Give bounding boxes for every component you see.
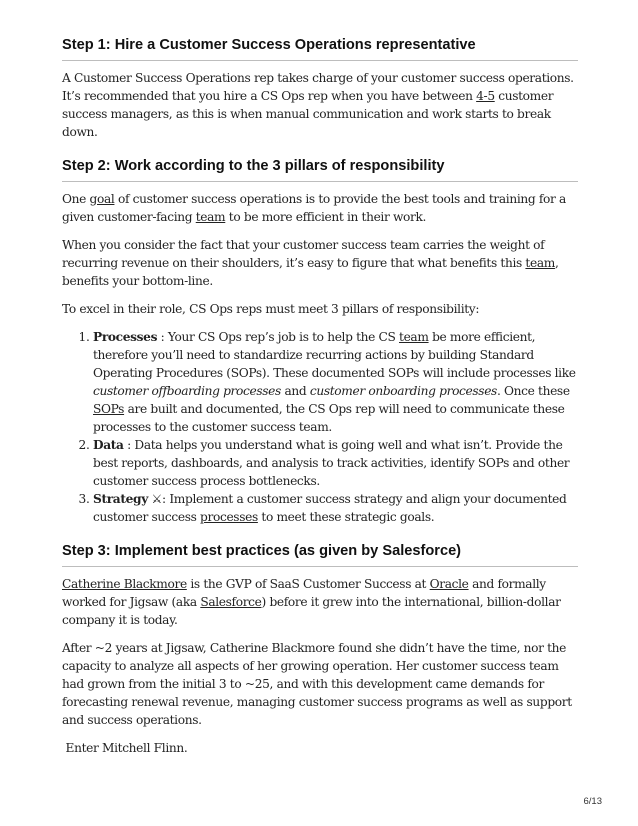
step1-heading: Step 1: Hire a Customer Success Operations representative xyxy=(62,36,578,61)
text: and xyxy=(280,384,310,398)
text: When you consider the fact that your customer success team carries the weight of recurring revenue on their shoulders, it’s easy to figure that what benefits this xyxy=(62,238,545,270)
text: ⚔: Implement a customer success strategy and align your documented customer success xyxy=(93,492,567,524)
step3-paragraph-1 xyxy=(62,575,578,629)
step1-section xyxy=(62,36,578,141)
link-oracle[interactable]: Oracle xyxy=(429,577,469,591)
link-goal[interactable]: goal xyxy=(89,192,115,206)
link-sops[interactable]: SOPs xyxy=(93,402,125,416)
text: : Data helps you understand what is going well and what isn’t. Provide the best reports, dashboards, and analysis to track activities, identify SOPs and other customer success process bottlenecks. xyxy=(93,438,570,488)
document-page xyxy=(62,36,578,757)
text: is the GVP of SaaS Customer Success at xyxy=(186,577,430,591)
step2-paragraph-2 xyxy=(62,236,578,290)
item-title: Data xyxy=(93,438,124,452)
emphasis: customer offboarding processes xyxy=(93,384,281,398)
page-number: 6/13 xyxy=(583,796,602,807)
list-item-strategy xyxy=(93,490,578,526)
step2-section xyxy=(62,157,578,526)
link-team[interactable]: team xyxy=(399,330,429,344)
emphasis: customer onboarding processes xyxy=(309,384,497,398)
link-catherine-blackmore[interactable]: Catherine Blackmore xyxy=(62,577,187,591)
list-item-data xyxy=(93,436,578,490)
step2-paragraph-1 xyxy=(62,190,578,226)
text: One xyxy=(62,192,90,206)
link-processes[interactable]: processes xyxy=(200,510,258,524)
step2-heading: Step 2: Work according to the 3 pillars of responsibility xyxy=(62,157,578,182)
step2-paragraph-3: To excel in their role, CS Ops reps must meet 3 pillars of responsibility: xyxy=(62,302,480,316)
link-team[interactable]: team xyxy=(525,256,555,270)
step3-section xyxy=(62,542,578,757)
step1-paragraph xyxy=(62,69,578,141)
text: of customer success operations is to provide the best tools and training for a given customer-facing xyxy=(62,192,566,224)
text: customer success managers, as this is when manual communication and work starts to break down. xyxy=(62,89,554,139)
list-item-processes xyxy=(93,328,578,436)
text: ) before it grew into the international, billion-dollar company it is today. xyxy=(62,595,561,627)
text: , benefits your bottom-line. xyxy=(62,256,559,288)
item-title: Processes xyxy=(93,330,158,344)
pillars-list xyxy=(62,328,578,526)
link-salesforce[interactable]: Salesforce xyxy=(200,595,262,609)
text: and formally worked for Jigsaw (aka xyxy=(62,577,546,609)
text: A Customer Success Operations rep takes charge of your customer success operations. It’s recommended that you hire a CS Ops rep when you have between xyxy=(62,71,574,103)
step3-heading: Step 3: Implement best practices (as given by Salesforce) xyxy=(62,542,578,567)
text: are built and documented, the CS Ops rep will need to communicate these processes to the customer success team. xyxy=(93,402,565,434)
step3-paragraph-3: Enter Mitchell Flinn. xyxy=(62,741,188,755)
text: . Once these xyxy=(496,384,570,398)
text: : Your CS Ops rep’s job is to help the CS xyxy=(157,330,400,344)
text: be more efficient, therefore you’ll need to standardize recurring actions by building Standard Operating Procedures (SOPs). These documented SOPs will include processes like xyxy=(93,330,576,380)
step3-paragraph-2: After ~2 years at Jigsaw, Catherine Blackmore found she didn’t have the time, nor the capacity to analyze all aspects of her growing operation. Her customer success team had grown from the initial 3 to ~25, and with this development came demands for forecasting renewal revenue, managing customer success programs as well as support and success operations. xyxy=(62,641,572,727)
link-4-5[interactable]: 4-5 xyxy=(476,89,495,103)
link-team[interactable]: team xyxy=(195,210,226,224)
item-title: Strategy xyxy=(93,492,148,506)
text: to meet these strategic goals. xyxy=(257,510,435,524)
text: to be more efficient in their work. xyxy=(225,210,427,224)
